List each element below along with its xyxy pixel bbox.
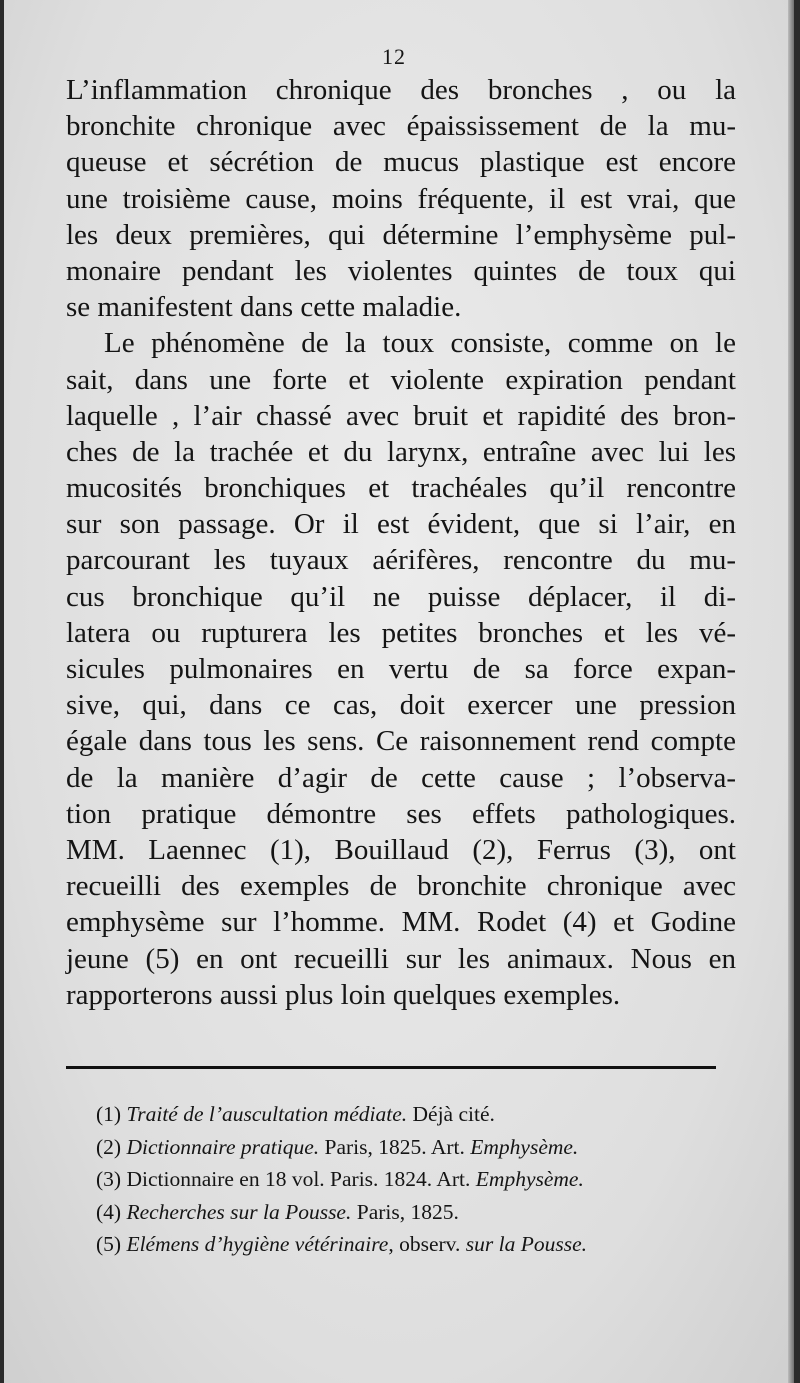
text-line: emphysème sur l’homme. MM. Rodet (4) et Godine bbox=[66, 906, 736, 939]
footnote-divider bbox=[66, 1066, 716, 1069]
text-line: latera ou rupturera les petites bronches et les vé- bbox=[66, 616, 736, 649]
text-line: bronchite chronique avec épaississement de la mu- bbox=[66, 110, 736, 143]
text-line: rapporterons aussi plus loin quelques exemples. bbox=[66, 978, 621, 1011]
text-line: de la manière d’agir de cette cause ; l’observa- bbox=[66, 761, 736, 794]
body-paragraphs bbox=[66, 72, 736, 1013]
footnote-number: (3) bbox=[96, 1167, 122, 1191]
footnote-article: sur la Pousse. bbox=[465, 1232, 588, 1256]
text-line: queuse et sécrétion de mucus plastique est encore bbox=[66, 146, 736, 179]
footnote-1 bbox=[96, 1098, 716, 1131]
text-line: tion pratique démontre ses effets pathologiques. bbox=[66, 797, 736, 830]
text-line: L’inflammation chronique des bronches , ou la bbox=[66, 74, 736, 106]
footnote-number: (1) bbox=[96, 1102, 122, 1126]
text-line: parcourant les tuyaux aérifères, rencontre du mu- bbox=[66, 544, 736, 577]
text-line: mucosités bronchiques et trachéales qu’il rencontre bbox=[66, 472, 736, 505]
text-line: laquelle , l’air chassé avec bruit et rapidité des bron- bbox=[66, 399, 736, 432]
text-line: sicules pulmonaires en vertu de sa force expan- bbox=[66, 653, 736, 685]
footnote-title: Recherches sur la Pousse. bbox=[126, 1199, 352, 1224]
footnote-title: Traité de l’auscultation médiate. bbox=[126, 1102, 408, 1126]
footnote-2 bbox=[96, 1131, 716, 1164]
text-line: les deux premières, qui détermine l’emphysème pul- bbox=[66, 218, 736, 251]
footnotes bbox=[96, 1098, 716, 1261]
text-line: ches de la trachée et du larynx, entraîne avec lui les bbox=[66, 435, 736, 468]
page-edge-shadow bbox=[788, 0, 794, 1383]
footnote-text: Dictionnaire en 18 vol. Paris. 1824. Art. bbox=[121, 1167, 476, 1191]
footnote-number: (5) bbox=[96, 1232, 122, 1256]
text-line: se manifestent dans cette maladie. bbox=[66, 291, 462, 324]
footnote-title: Elémens d’hygiène vétérinaire bbox=[126, 1232, 389, 1256]
footnote-number: (4) bbox=[96, 1199, 122, 1224]
page-number: 12 bbox=[382, 44, 406, 69]
text-line: sive, qui, dans ce cas, doit exercer une pression bbox=[66, 689, 736, 722]
footnote-title: Dictionnaire pratique. bbox=[126, 1134, 320, 1159]
footnote-text: , observ. bbox=[388, 1232, 466, 1256]
footnote-article: Emphysème. bbox=[475, 1167, 584, 1191]
footnote-text: Paris, 1825. bbox=[351, 1199, 459, 1224]
footnote-number: (2) bbox=[96, 1134, 122, 1159]
text-line: sait, dans une forte et violente expiration pendant bbox=[66, 363, 736, 396]
text-line: MM. Laennec (1), Bouillaud (2), Ferrus (3), ont bbox=[66, 833, 736, 866]
book-page bbox=[4, 0, 794, 1383]
text-line: jeune (5) en ont recueilli sur les animaux. Nous en bbox=[66, 942, 736, 975]
text-line: recueilli des exemples de bronchite chronique avec bbox=[66, 870, 736, 903]
text-line: cus bronchique qu’il ne puisse déplacer, il di- bbox=[66, 580, 736, 613]
text-line: une troisième cause, moins fréquente, il est vrai, que bbox=[66, 182, 736, 215]
text-line: sur son passage. Or il est évident, que si l’air, en bbox=[66, 508, 736, 541]
footnote-text: Paris, 1825. Art. bbox=[319, 1134, 471, 1159]
footnote-text: Déjà cité. bbox=[407, 1102, 495, 1126]
text-line: égale dans tous les sens. Ce raisonnement rend compte bbox=[66, 725, 736, 758]
text-line: monaire pendant les violentes quintes de toux qui bbox=[66, 254, 736, 287]
text-line: Le phénomène de la toux consiste, comme on le bbox=[104, 327, 736, 360]
footnote-4 bbox=[96, 1196, 716, 1229]
footnote-3 bbox=[96, 1163, 716, 1196]
footnote-article: Emphysème. bbox=[470, 1134, 579, 1159]
footnote-5 bbox=[96, 1228, 716, 1261]
